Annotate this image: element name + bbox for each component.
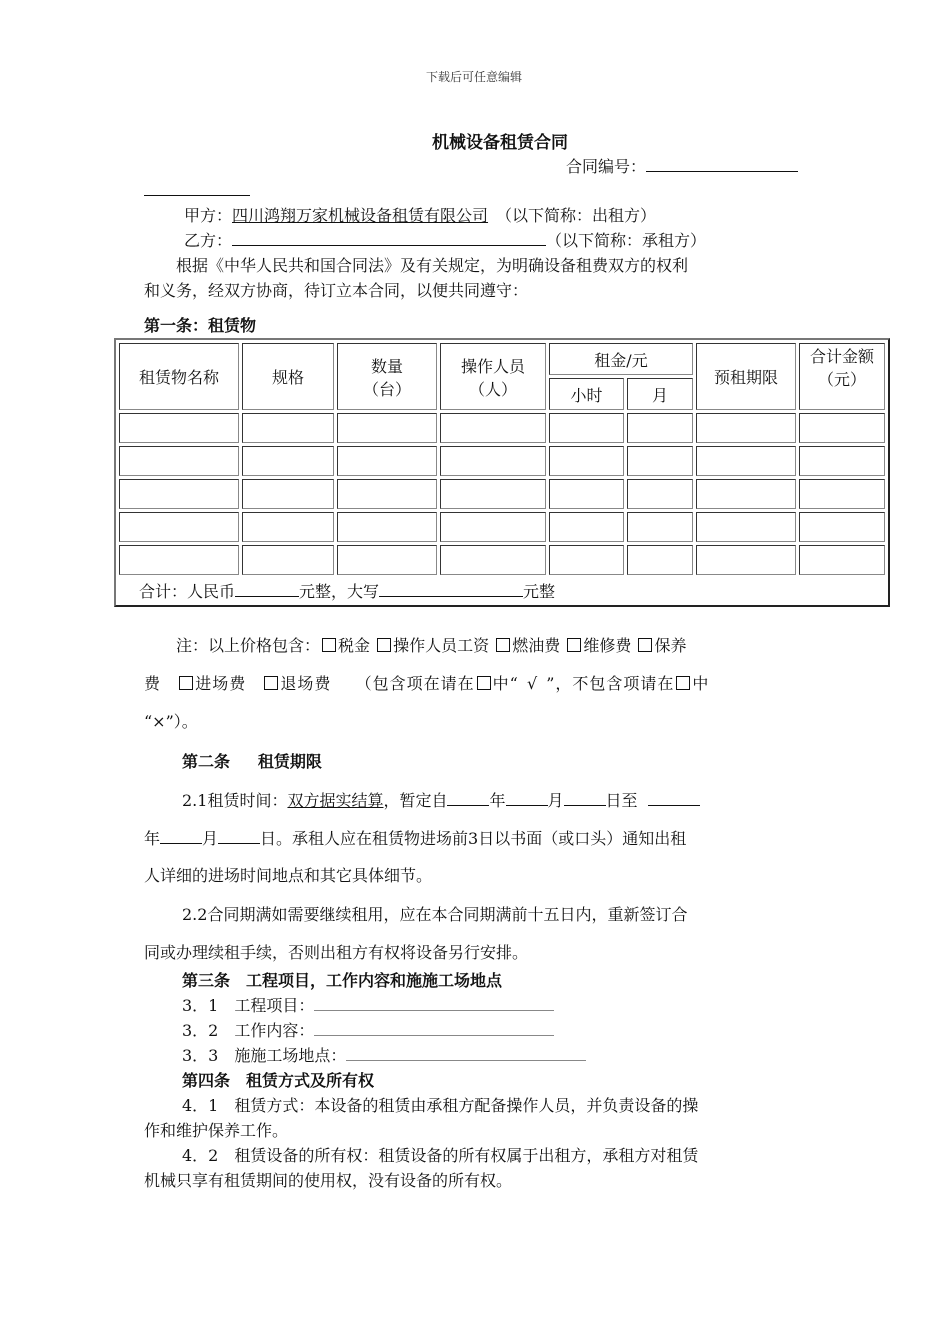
checkbox-sample-2 bbox=[676, 676, 690, 690]
party-a-label: 甲方： bbox=[184, 206, 233, 225]
article-2-1-line-3: 人详细的进场时间地点和其它具体细节。 bbox=[144, 866, 433, 885]
article-2-number: 第二条 bbox=[182, 752, 231, 771]
article-4-1-line-1: 4．1 租赁方式：本设备的租赁由承租方配备操作人员，并负责设备的操 bbox=[182, 1096, 699, 1115]
party-a-name: 四川鸿翔万家机械设备租赁有限公司 bbox=[232, 206, 489, 225]
table-cell[interactable] bbox=[549, 545, 624, 575]
note-instruction-a: （包含项在请在 bbox=[355, 674, 475, 693]
table-cell[interactable] bbox=[440, 545, 546, 575]
option-maintenance: 保养 bbox=[654, 636, 687, 655]
option-repair: 维修费 bbox=[583, 636, 632, 655]
table-cell[interactable] bbox=[549, 479, 624, 509]
preamble-line-2: 和义务，经双方协商，待订立本合同，以便共同遵守： bbox=[144, 281, 529, 300]
end-day-blank[interactable] bbox=[218, 829, 260, 844]
col-header-hour: 小时 bbox=[549, 378, 624, 410]
table-cell[interactable] bbox=[440, 413, 546, 443]
end-month-label: 月 bbox=[202, 829, 219, 848]
table-cell[interactable] bbox=[696, 545, 796, 575]
table-row bbox=[119, 545, 885, 575]
table-cell[interactable] bbox=[337, 446, 437, 476]
header-note: 下载后可任意编辑 bbox=[426, 70, 523, 84]
table-cell[interactable] bbox=[337, 545, 437, 575]
project-line bbox=[182, 993, 554, 1016]
table-cell[interactable] bbox=[799, 479, 885, 509]
article-2-2-line-1: 2.2合同期满如需要继续租用，应在本合同期满前十五日内，重新签订合 bbox=[182, 905, 688, 924]
option-exit: 退场费 bbox=[280, 674, 332, 693]
end-month-blank[interactable] bbox=[160, 829, 202, 844]
table-cell[interactable] bbox=[337, 479, 437, 509]
option-maintenance-cont: 费 bbox=[144, 674, 162, 693]
col-header-total bbox=[799, 343, 885, 410]
table-cell[interactable] bbox=[337, 512, 437, 542]
table-cell[interactable] bbox=[440, 446, 546, 476]
project-blank[interactable] bbox=[314, 996, 554, 1011]
party-b-blank bbox=[232, 231, 546, 246]
price-note-line-2 bbox=[144, 671, 709, 694]
project-label: 3．1 工程项目： bbox=[182, 996, 315, 1015]
table-cell[interactable] bbox=[549, 446, 624, 476]
checkbox-entry[interactable] bbox=[179, 676, 193, 690]
notice-text: 日。承租人应在租赁物进场前3日以书面（或口头）通知出租 bbox=[260, 829, 687, 848]
article-3-heading: 第三条 工程项目，工作内容和施施工场地点 bbox=[182, 971, 503, 990]
party-b-label: 乙方： bbox=[184, 231, 233, 250]
table-cell[interactable] bbox=[549, 413, 624, 443]
year-label: 年 bbox=[489, 791, 506, 810]
table-cell[interactable] bbox=[549, 512, 624, 542]
table-cell[interactable] bbox=[627, 545, 693, 575]
table-cell[interactable] bbox=[242, 479, 334, 509]
work-content-blank[interactable] bbox=[314, 1021, 554, 1036]
article-2-heading bbox=[182, 749, 322, 772]
start-month-blank[interactable] bbox=[506, 791, 548, 806]
table-row bbox=[119, 413, 885, 443]
party-b-line bbox=[184, 228, 706, 251]
option-tax: 税金 bbox=[338, 636, 371, 655]
contract-number-label: 合同编号： bbox=[566, 157, 647, 176]
col-header-total-line2: （元） bbox=[817, 370, 866, 389]
table-cell[interactable] bbox=[242, 512, 334, 542]
preamble-line-1: 根据《中华人民共和国合同法》及有关规定，为明确设备租费双方的权利 bbox=[176, 256, 689, 275]
col-header-qty-line1: 数量 bbox=[370, 356, 403, 376]
checkbox-sample-1 bbox=[477, 676, 491, 690]
article-2-1-line-2 bbox=[144, 826, 686, 849]
table-total-row bbox=[119, 578, 885, 602]
price-note-line-1 bbox=[176, 633, 686, 656]
contract-number-blank bbox=[646, 157, 798, 172]
table-cell[interactable] bbox=[696, 512, 796, 542]
option-operator-wage: 操作人员工资 bbox=[393, 636, 490, 655]
table-cell[interactable] bbox=[627, 512, 693, 542]
start-day-blank[interactable] bbox=[564, 791, 606, 806]
table-cell[interactable] bbox=[799, 413, 885, 443]
table-cell[interactable] bbox=[337, 413, 437, 443]
site-blank[interactable] bbox=[346, 1046, 586, 1061]
table-cell[interactable] bbox=[799, 512, 885, 542]
contract-number-blank-continued bbox=[144, 195, 250, 196]
col-header-month: 月 bbox=[627, 378, 693, 410]
total-end-label: 元整 bbox=[523, 581, 556, 601]
col-header-operator-line2: （人） bbox=[468, 379, 517, 399]
lease-time-from: ，暂定自 bbox=[383, 791, 448, 810]
col-header-period: 预租期限 bbox=[696, 343, 796, 410]
total-words-label: 元整，大写 bbox=[299, 581, 380, 601]
start-year-blank[interactable] bbox=[447, 791, 489, 806]
table-cell[interactable] bbox=[440, 512, 546, 542]
col-header-rent: 租金/元 bbox=[549, 343, 693, 375]
table-cell[interactable] bbox=[119, 413, 239, 443]
article-1-heading: 第一条：租赁物 bbox=[144, 316, 257, 335]
rental-items-table bbox=[114, 338, 890, 607]
note-instruction-b: 中“ √ ”，不包含项请在 bbox=[492, 674, 675, 693]
article-4-heading: 第四条 租赁方式及所有权 bbox=[182, 1071, 375, 1090]
table-cell[interactable] bbox=[119, 512, 239, 542]
col-header-qty bbox=[337, 343, 437, 410]
site-label: 3．3 施施工场地点： bbox=[182, 1046, 347, 1065]
lease-time-settlement: 双方据实结算 bbox=[287, 791, 384, 810]
table-cell[interactable] bbox=[242, 446, 334, 476]
col-header-operator bbox=[440, 343, 546, 410]
lease-time-label: 2.1租赁时间： bbox=[182, 791, 288, 810]
total-words-blank[interactable] bbox=[379, 582, 523, 597]
table-cell[interactable] bbox=[627, 446, 693, 476]
site-line bbox=[182, 1043, 586, 1066]
article-2-title: 租赁期限 bbox=[257, 752, 322, 771]
checkbox-operator-wage[interactable] bbox=[377, 638, 391, 652]
price-note-prefix-text: 注：以上价格包含： bbox=[176, 636, 321, 655]
col-header-name: 租赁物名称 bbox=[119, 343, 239, 410]
article-4-2-line-1: 4．2 租赁设备的所有权：租赁设备的所有权属于出租方，承租方对租赁 bbox=[182, 1146, 699, 1165]
checkbox-exit[interactable] bbox=[264, 676, 278, 690]
total-rmb-blank[interactable] bbox=[235, 582, 299, 597]
option-entry: 进场费 bbox=[195, 674, 247, 693]
checkbox-repair[interactable] bbox=[567, 638, 581, 652]
day-to-label: 日至 bbox=[605, 791, 638, 810]
col-header-qty-line2: （台） bbox=[362, 379, 411, 399]
article-2-2-line-2: 同或办理续租手续，否则出租方有权将设备另行安排。 bbox=[144, 943, 529, 962]
article-4-2-line-2: 机械只享有租赁期间的使用权，没有设备的所有权。 bbox=[144, 1171, 513, 1190]
table-cell[interactable] bbox=[799, 446, 885, 476]
work-content-label: 3．2 工作内容： bbox=[182, 1021, 315, 1040]
end-year-blank[interactable] bbox=[648, 791, 700, 806]
note-instruction-c: 中 bbox=[692, 674, 710, 693]
party-b-suffix: （以下简称：承租方） bbox=[546, 231, 707, 250]
document-title: 机械设备租赁合同 bbox=[432, 133, 568, 153]
col-header-total-line1: 合计金额 bbox=[809, 347, 874, 366]
table-cell[interactable] bbox=[242, 545, 334, 575]
contract-number bbox=[566, 154, 798, 177]
table-cell[interactable] bbox=[799, 545, 885, 575]
table-cell[interactable] bbox=[119, 479, 239, 509]
month-label: 月 bbox=[547, 791, 564, 810]
table-cell[interactable] bbox=[696, 413, 796, 443]
table-row bbox=[119, 512, 885, 542]
table-cell[interactable] bbox=[696, 446, 796, 476]
party-a-suffix: （以下简称：出租方） bbox=[504, 206, 657, 225]
table-cell[interactable] bbox=[627, 413, 693, 443]
price-note-line-3: “×”）。 bbox=[144, 712, 198, 731]
work-content-line bbox=[182, 1018, 554, 1041]
option-fuel: 燃油费 bbox=[512, 636, 561, 655]
table-cell[interactable] bbox=[242, 413, 334, 443]
col-header-operator-line1: 操作人员 bbox=[460, 356, 525, 376]
col-header-spec: 规格 bbox=[242, 343, 334, 410]
checkbox-tax[interactable] bbox=[322, 638, 336, 652]
table-cell[interactable] bbox=[627, 479, 693, 509]
end-year-label: 年 bbox=[144, 829, 161, 848]
table-row bbox=[119, 446, 885, 476]
checkbox-fuel[interactable] bbox=[496, 638, 510, 652]
party-a-line bbox=[184, 203, 656, 226]
total-rmb-label: 合计：人民币 bbox=[139, 581, 236, 601]
checkbox-maintenance[interactable] bbox=[638, 638, 652, 652]
table-row bbox=[119, 479, 885, 509]
table-cell[interactable] bbox=[119, 545, 239, 575]
table-cell[interactable] bbox=[696, 479, 796, 509]
table-cell[interactable] bbox=[440, 479, 546, 509]
article-4-1-line-2: 作和维护保养工作。 bbox=[144, 1121, 289, 1140]
article-2-1-line-1 bbox=[182, 788, 700, 811]
table-cell[interactable] bbox=[119, 446, 239, 476]
